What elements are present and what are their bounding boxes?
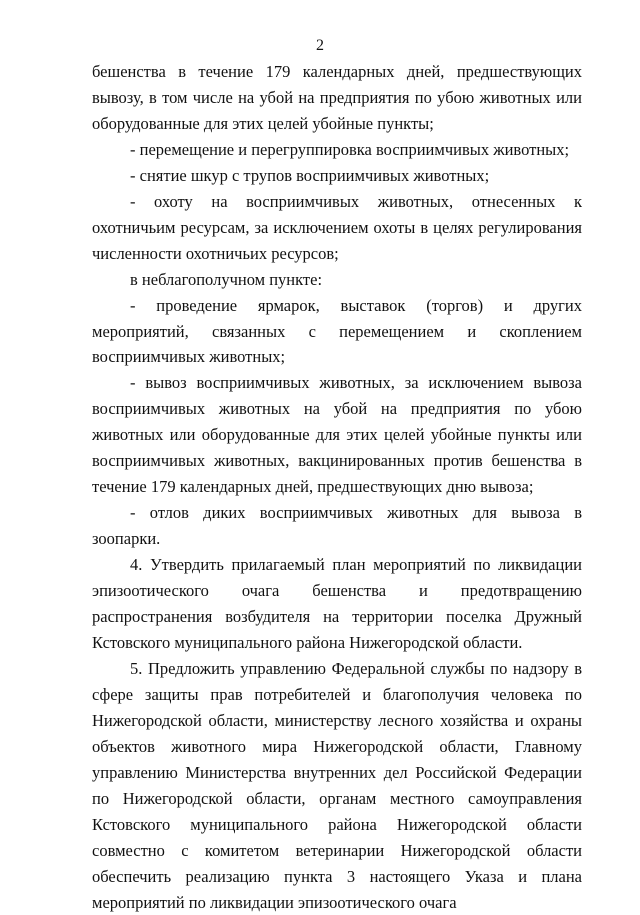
paragraph-continuation: бешенства в течение 179 календарных дней, предшествующих вывозу, в том числе на убой на предприятия по убою животных или оборудованные для этих целей убойные пункты; [92, 62, 582, 133]
subheading-affected-area: в неблагополучном пункте: [130, 269, 323, 289]
list-item-fairs: - проведение ярмарок, выставок (торгов) и других мероприятий, связанных с перемещением и скоплением восприимчивых животных; [92, 295, 582, 367]
document-body [92, 59, 582, 915]
list-item-hunting: - охоту на восприимчивых животных, отнесенных к охотничьим ресурсам, за исключением охоты в целях регулирования численности охотничьих ресурсов; [92, 191, 582, 263]
list-item-skinning: - снятие шкур с трупов восприимчивых животных; [130, 165, 490, 185]
list-item-export: - вывоз восприимчивых животных, за исключением вывоза восприимчивых животных на убой на предприятия по убою животных или оборудованные для этих целей убойные пункты или восприимчивых животных, вакцинированных против бешенства в течение 179 календарных дней, предшествующих дню вывоза; [92, 373, 582, 497]
clause-5: 5. Предложить управлению Федеральной службы по надзору в сфере защиты прав потребителей и благополучия человека по Нижегородской области, министерству лесного хозяйства и охраны объектов животного мира Нижегородской области, Главному управлению Министерства внутренних дел Российской Федерации по Нижегородской области, органам местного самоуправления Кстовского муниципального района Нижегородской области совместно с комитетом ветеринарии Нижегородской области обеспечить реализацию пункта 3 настоящего Указа и плана мероприятий по ликвидации эпизоотического очага [92, 658, 582, 912]
clause-4: 4. Утвердить прилагаемый план мероприятий по ликвидации эпизоотического очага бешенства и предотвращению распространения возбудителя на территории поселка Дружный Кстовского муниципального района Нижегородской области. [92, 555, 582, 652]
page-number: 2 [316, 37, 324, 54]
list-item-capture: - отлов диких восприимчивых животных для вывоза в зоопарки. [92, 503, 582, 549]
list-item-relocation: - перемещение и перегруппировка восприимчивых животных; [130, 139, 570, 159]
